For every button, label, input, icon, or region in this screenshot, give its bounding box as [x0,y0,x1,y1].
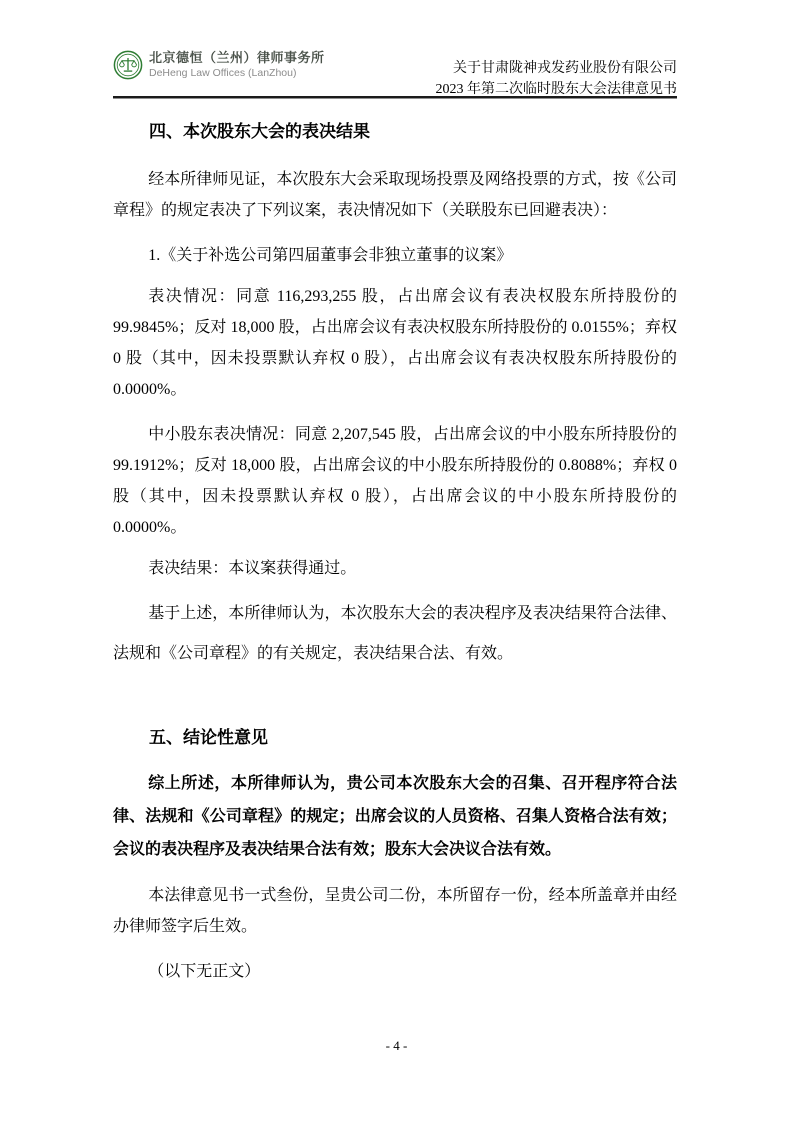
document-title-line2: 2023 年第二次临时股东大会法律意见书 [435,82,677,97]
paragraph-vote-result-all: 表决情况：同意 116,293,255 股，占出席会议有表决权股东所持股份的 99.9845%；反对 18,000 股，占出席会议有表决权股东所持股份的 0.0155%；弃权 0 股（其中，因未投票默认弃权 0 股），占出席会议有表决权股东所持股份的 0.0000%。 [113,288,677,398]
law-firm-brand [113,50,325,80]
page-footer [0,1038,793,1054]
law-firm-name [149,50,325,80]
paragraph-conclusion-summary: 综上所述，本所律师认为，贵公司本次股东大会的召集、召开程序符合法律、法规和《公司章程》的规定；出席会议的人员资格、召集人资格合法有效；会议的表决程序及表决结果合法有效；股东大会决议合法有效。 [113,775,677,858]
paragraph-end-note: （以下无正文） [148,963,261,980]
page-header [113,50,677,100]
law-firm-name-en: DeHeng Law Offices (LanZhou) [149,67,297,79]
paragraph-vote-conclusion: 表决结果：本议案获得通过。 [148,560,357,577]
page-number: - 4 - [385,1038,408,1053]
deheng-seal-icon [113,50,143,80]
paragraph-vote-intro: 经本所律师见证，本次股东大会采取现场投票及网络投票的方式，按《公司章程》的规定表决了下列议案，表决情况如下（关联股东已回避表决）： [113,171,677,219]
paragraph-legal-opinion: 基于上述，本所律师认为，本次股东大会的表决程序及表决结果符合法律、法规和《公司章程》的有关规定，表决结果合法、有效。 [113,605,677,662]
paragraph-vote-result-minor: 中小股东表决情况：同意 2,207,545 股，占出席会议的中小股东所持股份的 99.1912%；反对 18,000 股，占出席会议的中小股东所持股份的 0.8088%；弃权 0 股（其中，因未投票默认弃权 0 股），占出席会议的中小股东所持股份的 0.0000%。 [113,426,677,536]
section-heading-conclusion: 五、结论性意见 [149,728,268,747]
header-divider [113,96,677,99]
paragraph-copies-note: 本法律意见书一式叁份，呈贵公司二份，本所留存一份，经本所盖章并由经办律师签字后生效。 [113,887,677,935]
document-title-line1: 关于甘肃陇神戎发药业股份有限公司 [453,61,677,76]
document-title [436,50,678,100]
section-heading-vote-results: 四、本次股东大会的表决结果 [149,122,370,141]
document-body [113,112,677,987]
paragraph-proposal-title: 1.《关于补选公司第四届董事会非独立董事的议案》 [148,247,513,264]
law-firm-name-cn: 北京德恒（兰州）律师事务所 [149,50,325,65]
